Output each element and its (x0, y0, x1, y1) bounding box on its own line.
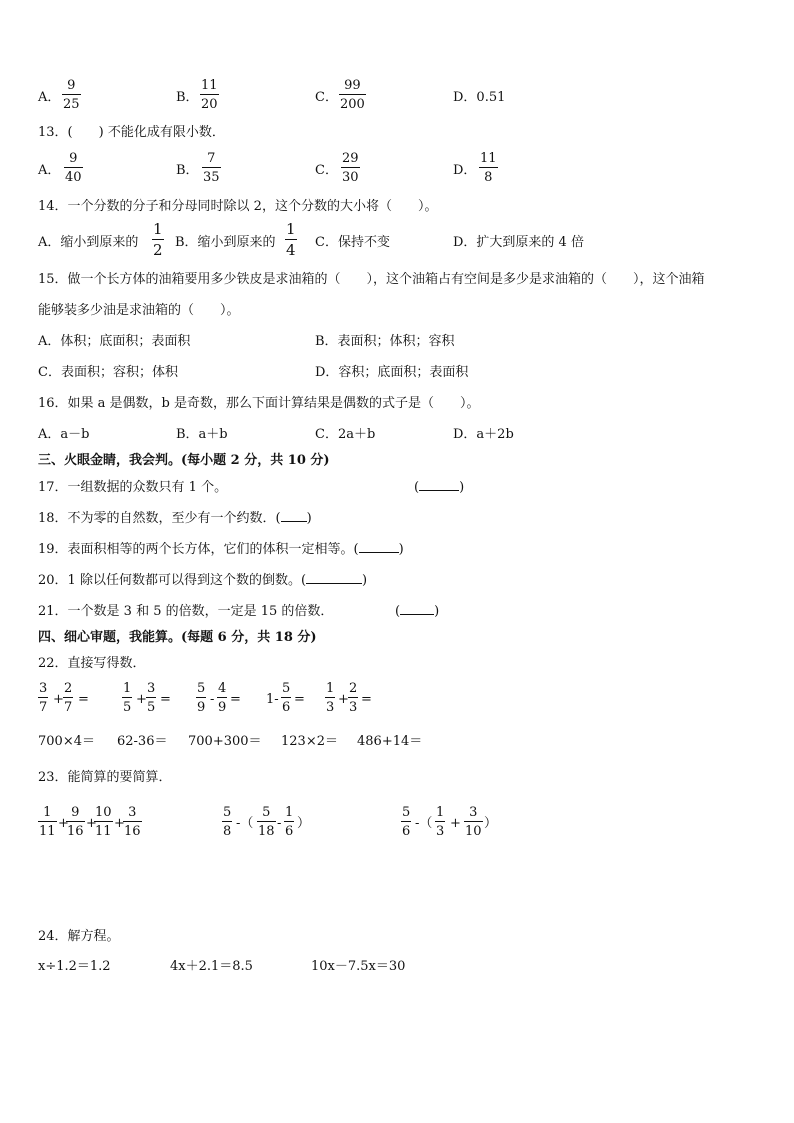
q16-option-b[interactable]: B．a＋b (176, 427, 228, 442)
q15-option-b[interactable]: B．表面积；体积；容积 (315, 334, 455, 349)
q12-option-d[interactable]: D．0.51 (453, 90, 506, 105)
operator: + (114, 816, 125, 831)
fraction-denominator: 25 (63, 97, 80, 112)
q22-row2-item: 123×2＝ (281, 734, 338, 749)
operator: + (53, 692, 64, 707)
q22-e3-fraction-1: 5 9 (197, 681, 206, 715)
fraction-numerator: 9 (67, 78, 76, 93)
fraction-denominator: 8 (484, 170, 493, 185)
fraction-numerator: 11 (480, 151, 497, 166)
paren-open: ( (414, 480, 420, 495)
q22-e5-fraction-2: 2 3 (349, 681, 358, 715)
fraction-denominator: 2 (153, 241, 163, 259)
q22-e4-fraction: 5 6 (282, 681, 291, 715)
q23-e1-fraction-1: 1 11 (39, 805, 56, 839)
q20-statement (38, 574, 367, 587)
q14-option-c[interactable]: C．保持不变 (315, 235, 390, 250)
operator: + (136, 692, 147, 707)
q15-option-d[interactable]: D．容积；底面积；表面积 (315, 365, 469, 380)
q22-row2-item: 700+300＝ (188, 734, 262, 749)
equals-sign: = (160, 692, 171, 707)
operator: + (86, 816, 97, 831)
q12-option-b-fraction (200, 79, 219, 111)
q23-e3-fraction-1: 5 6 (402, 805, 411, 839)
q13-option-d-label[interactable]: D． (453, 163, 477, 178)
q24-question: 24．解方程。 (38, 929, 120, 944)
q23-e2-fraction-3: 1 6 (285, 805, 294, 839)
close-paren: ） (297, 816, 311, 831)
q17-answer-blank[interactable] (414, 481, 464, 494)
paren-close: ) (398, 542, 404, 557)
q14-option-b-label[interactable]: B．缩小到原来的 (175, 235, 276, 250)
q21-answer-blank[interactable] (395, 605, 439, 618)
q22-e1-fraction-2: 2 7 (64, 681, 73, 715)
fraction-numerator: 29 (342, 151, 359, 166)
q24-equation: 10x－7.5x＝30 (311, 959, 406, 974)
q18-statement (38, 512, 312, 525)
q15-question-line2: 能够装多少油是求油箱的（ ）。 (38, 303, 240, 318)
q13-question: 13．( ) 不能化成有限小数． (38, 125, 225, 140)
q17-statement: 17．一组数据的众数只有 1 个。 (38, 480, 228, 495)
q12-option-c-label[interactable]: C． (315, 90, 338, 105)
q24-equation: 4x＋2.1＝8.5 (170, 959, 253, 974)
paren-close: ) (434, 604, 440, 619)
operator: + (450, 816, 461, 831)
q16-option-c[interactable]: C．2a＋b (315, 427, 376, 442)
q13-option-a-fraction (64, 152, 83, 184)
q22-e2-fraction-1: 1 5 (123, 681, 132, 715)
equals-sign: = (230, 692, 241, 707)
equals-sign: = (294, 692, 305, 707)
q15-option-c[interactable]: C．表面积；容积；体积 (38, 365, 178, 380)
fraction-numerator: 7 (207, 151, 216, 166)
q12-option-b-label[interactable]: B． (176, 90, 199, 105)
fraction-denominator: 4 (286, 241, 296, 259)
fraction-denominator: 30 (342, 170, 359, 185)
q21-statement: 21．一个数是 3 和 5 的倍数，一定是 15 的倍数． (38, 604, 334, 619)
q13-option-b-fraction (202, 152, 221, 184)
q13-option-c-label[interactable]: C． (315, 163, 338, 178)
q22-row2-item: 62-36＝ (117, 734, 168, 749)
close-paren: ） (484, 816, 498, 831)
q15-question-line1: 15．做一个长方体的油箱要用多少铁皮是求油箱的（ ），这个油箱占有空间是多少是求油箱的（ ），这个油箱 (38, 272, 705, 287)
q12-option-a-label[interactable]: A． (38, 90, 61, 105)
q22-e3-fraction-2: 4 9 (218, 681, 227, 715)
operator: -（ (415, 816, 433, 831)
paren-close: ) (306, 511, 312, 526)
section-3-heading: 三、火眼金睛，我会判。(每小题 2 分，共 10 分) (38, 453, 330, 468)
q22-e2-fraction-2: 3 5 (147, 681, 156, 715)
q23-e3-fraction-3: 3 10 (465, 805, 482, 839)
q22-e4-prefix: 1- (266, 692, 279, 707)
fraction-numerator: 1 (286, 220, 296, 238)
q14-option-d[interactable]: D．扩大到原来的 4 倍 (453, 235, 584, 250)
fraction-numerator: 1 (153, 220, 163, 238)
q22-question: 22．直接写得数． (38, 656, 146, 671)
fraction-denominator: 20 (201, 97, 218, 112)
q23-e1-fraction-3: 10 11 (95, 805, 112, 839)
paren-close: ) (362, 573, 368, 588)
q18-text: 18．不为零的自然数，至少有一个约数．( (38, 511, 281, 526)
q14-option-a-fraction (152, 222, 164, 258)
fraction-denominator: 35 (203, 170, 220, 185)
q14-option-b-fraction (285, 222, 297, 258)
paren-open: ( (395, 604, 401, 619)
q13-option-a-label[interactable]: A． (38, 163, 61, 178)
q23-e1-fraction-2: 9 16 (67, 805, 84, 839)
paren-close: ) (459, 480, 465, 495)
equals-sign: = (361, 692, 372, 707)
q22-row2-item: 486+14＝ (357, 734, 423, 749)
fraction-numerator: 9 (69, 151, 78, 166)
q18-answer-blank[interactable] (281, 521, 307, 522)
q23-e3-fraction-2: 1 3 (436, 805, 445, 839)
q23-question: 23．能简算的要简算． (38, 770, 172, 785)
equals-sign: = (78, 692, 89, 707)
q19-statement (38, 543, 404, 556)
operator: - (277, 816, 282, 831)
q22-e1-fraction-1: 3 7 (39, 681, 48, 715)
operator: + (338, 692, 349, 707)
q16-option-a[interactable]: A．a－b (38, 427, 90, 442)
q14-option-a-label[interactable]: A．缩小到原来的 (38, 235, 139, 250)
q12-option-c-fraction (339, 79, 366, 111)
q19-answer-blank[interactable] (359, 552, 399, 553)
fraction-denominator: 200 (340, 97, 365, 112)
section-4-heading: 四、细心审题，我能算。(每题 6 分，共 18 分) (38, 630, 317, 645)
q16-option-d[interactable]: D．a＋2b (453, 427, 514, 442)
q23-e1-fraction-4: 3 16 (124, 805, 141, 839)
q12-option-a-fraction (62, 79, 81, 111)
operator: + (58, 816, 69, 831)
q23-e2-fraction-2: 5 18 (258, 805, 275, 839)
q22-row2-item: 700×4＝ (38, 734, 95, 749)
q22-e5-fraction-1: 1 3 (326, 681, 335, 715)
q13-option-c-fraction (341, 152, 360, 184)
q13-option-d-fraction (479, 152, 498, 184)
operator: - (210, 692, 215, 707)
fraction-numerator: 99 (344, 78, 361, 93)
fraction-denominator: 40 (65, 170, 82, 185)
operator: -（ (236, 816, 254, 831)
q16-question: 16．如果 a 是偶数，b 是奇数，那么下面计算结果是偶数的式子是（ ）。 (38, 396, 480, 411)
q20-text: 20．1 除以任何数都可以得到这个数的倒数。( (38, 573, 307, 588)
q15-option-a[interactable]: A．体积；底面积；表面积 (38, 334, 191, 349)
q20-answer-blank[interactable] (306, 583, 362, 584)
q23-e2-fraction-1: 5 8 (223, 805, 232, 839)
fraction-numerator: 11 (201, 78, 218, 93)
q24-equation: x÷1.2＝1.2 (38, 959, 111, 974)
q19-text: 19．表面积相等的两个长方体，它们的体积一定相等。( (38, 542, 359, 557)
q13-option-b-label[interactable]: B． (176, 163, 199, 178)
q14-question: 14．一个分数的分子和分母同时除以 2，这个分数的大小将（ ）。 (38, 199, 438, 214)
